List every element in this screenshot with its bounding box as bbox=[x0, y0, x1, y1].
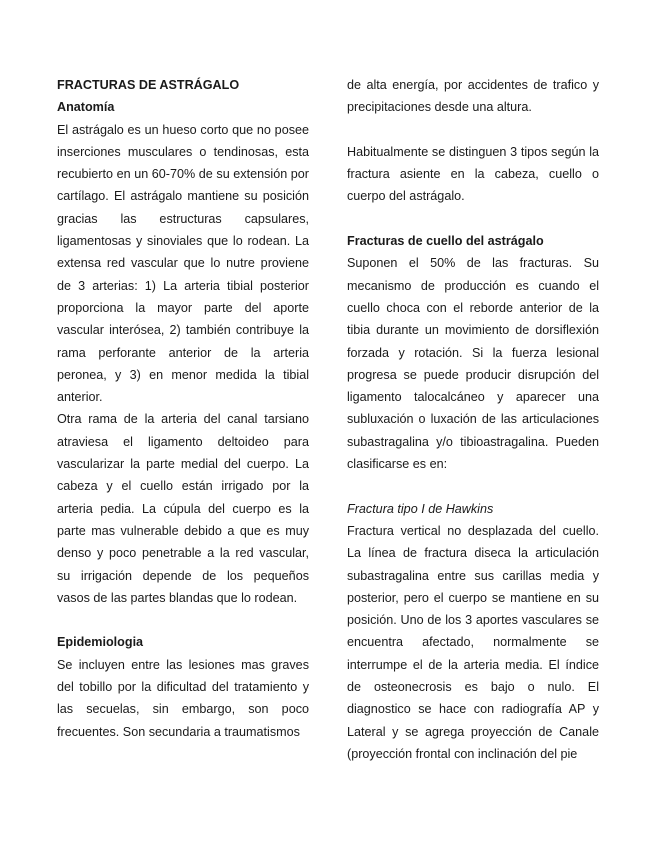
document-title: FRACTURAS DE ASTRÁGALO bbox=[57, 78, 240, 92]
anatomy-paragraph-2: Otra rama de la arteria del canal tarsiano atraviesa el ligamento deltoideo para vascularizar la parte medial del cuerpo. La cabeza y el cuello están irrigado por la arteria pedia. La cúpula del cuerpo es la parte mas vulnerable debido a que es muy denso y poco penetrable a la red vascular, su irrigación depende de los pequeños vasos de las partes blandas que lo rodean. bbox=[57, 412, 309, 605]
epidemiology-heading: Epidemiologia bbox=[57, 635, 144, 650]
hawkins-type-1-paragraph: Fractura vertical no desplazada del cuello. La línea de fractura diseca la articulación subastragalina entre sus carillas media y posterior, pero el cuerpo se mantiene en su posición. Uno de los 3 aportes vasculares se encuentra afectado, normalmente se interrumpe el de la arteria media. El índice de osteonecrosis es bajo o nulo. El diagnostico se hace con radiografía AP y Lateral y se agrega proyección de Canale (proyección frontal con inclinación del pie bbox=[347, 523, 599, 761]
spacer bbox=[57, 609, 309, 631]
continuation-paragraph: de alta energía, por accidentes de trafico y precipitaciones desde una altura. bbox=[347, 78, 599, 115]
anatomy-heading: Anatomía bbox=[57, 100, 115, 115]
anatomy-paragraph-1: El astrágalo es un hueso corto que no posee inserciones musculares o tendinosas, esta recubierto en un 60-70% de su extensión por cartílago. El astrágalo mantiene su posición gracias las estructuras capsulares, ligamentosas y sinoviales que lo rodean. La extensa red vascular que lo nutre proviene de 3 arterias: 1) La arteria tibial posterior proporciona la mayor parte del aporte vascular interósea, 2) también contribuye la rama perforante anterior de la arteria peronea, y 3) en menor medida la tibial anterior. bbox=[57, 122, 309, 405]
epidemiology-paragraph: Se incluyen entre las lesiones mas graves del tobillo por la dificultad del tratamiento y las secuelas, sin embargo, son poco frecuentes. Son secundaria a traumatismos bbox=[57, 657, 309, 739]
spacer bbox=[347, 119, 599, 141]
hawkins-type-1-heading: Fractura tipo I de Hawkins bbox=[347, 501, 494, 516]
neck-fractures-paragraph: Suponen el 50% de las fracturas. Su mecanismo de producción es cuando el cuello choca con el reborde anterior de la tibia durante un movimiento de dorsiflexión forzada y rotación. Si la fuerza lesional progresa se puede producir disrupción del ligamento talocalcáneo y aparecer una subluxación o luxación de las articulaciones subastragalina y/o tibioastragalina. Pueden clasificarse es en: bbox=[347, 256, 599, 472]
spacer bbox=[347, 475, 599, 497]
spacer bbox=[347, 208, 599, 230]
types-paragraph: Habitualmente se distinguen 3 tipos según la fractura asiente en la cabeza, cuello o cuerpo del astrágalo. bbox=[347, 144, 599, 204]
left-column bbox=[57, 74, 309, 743]
right-column bbox=[347, 74, 599, 765]
neck-fractures-heading: Fracturas de cuello del astrágalo bbox=[347, 234, 544, 249]
